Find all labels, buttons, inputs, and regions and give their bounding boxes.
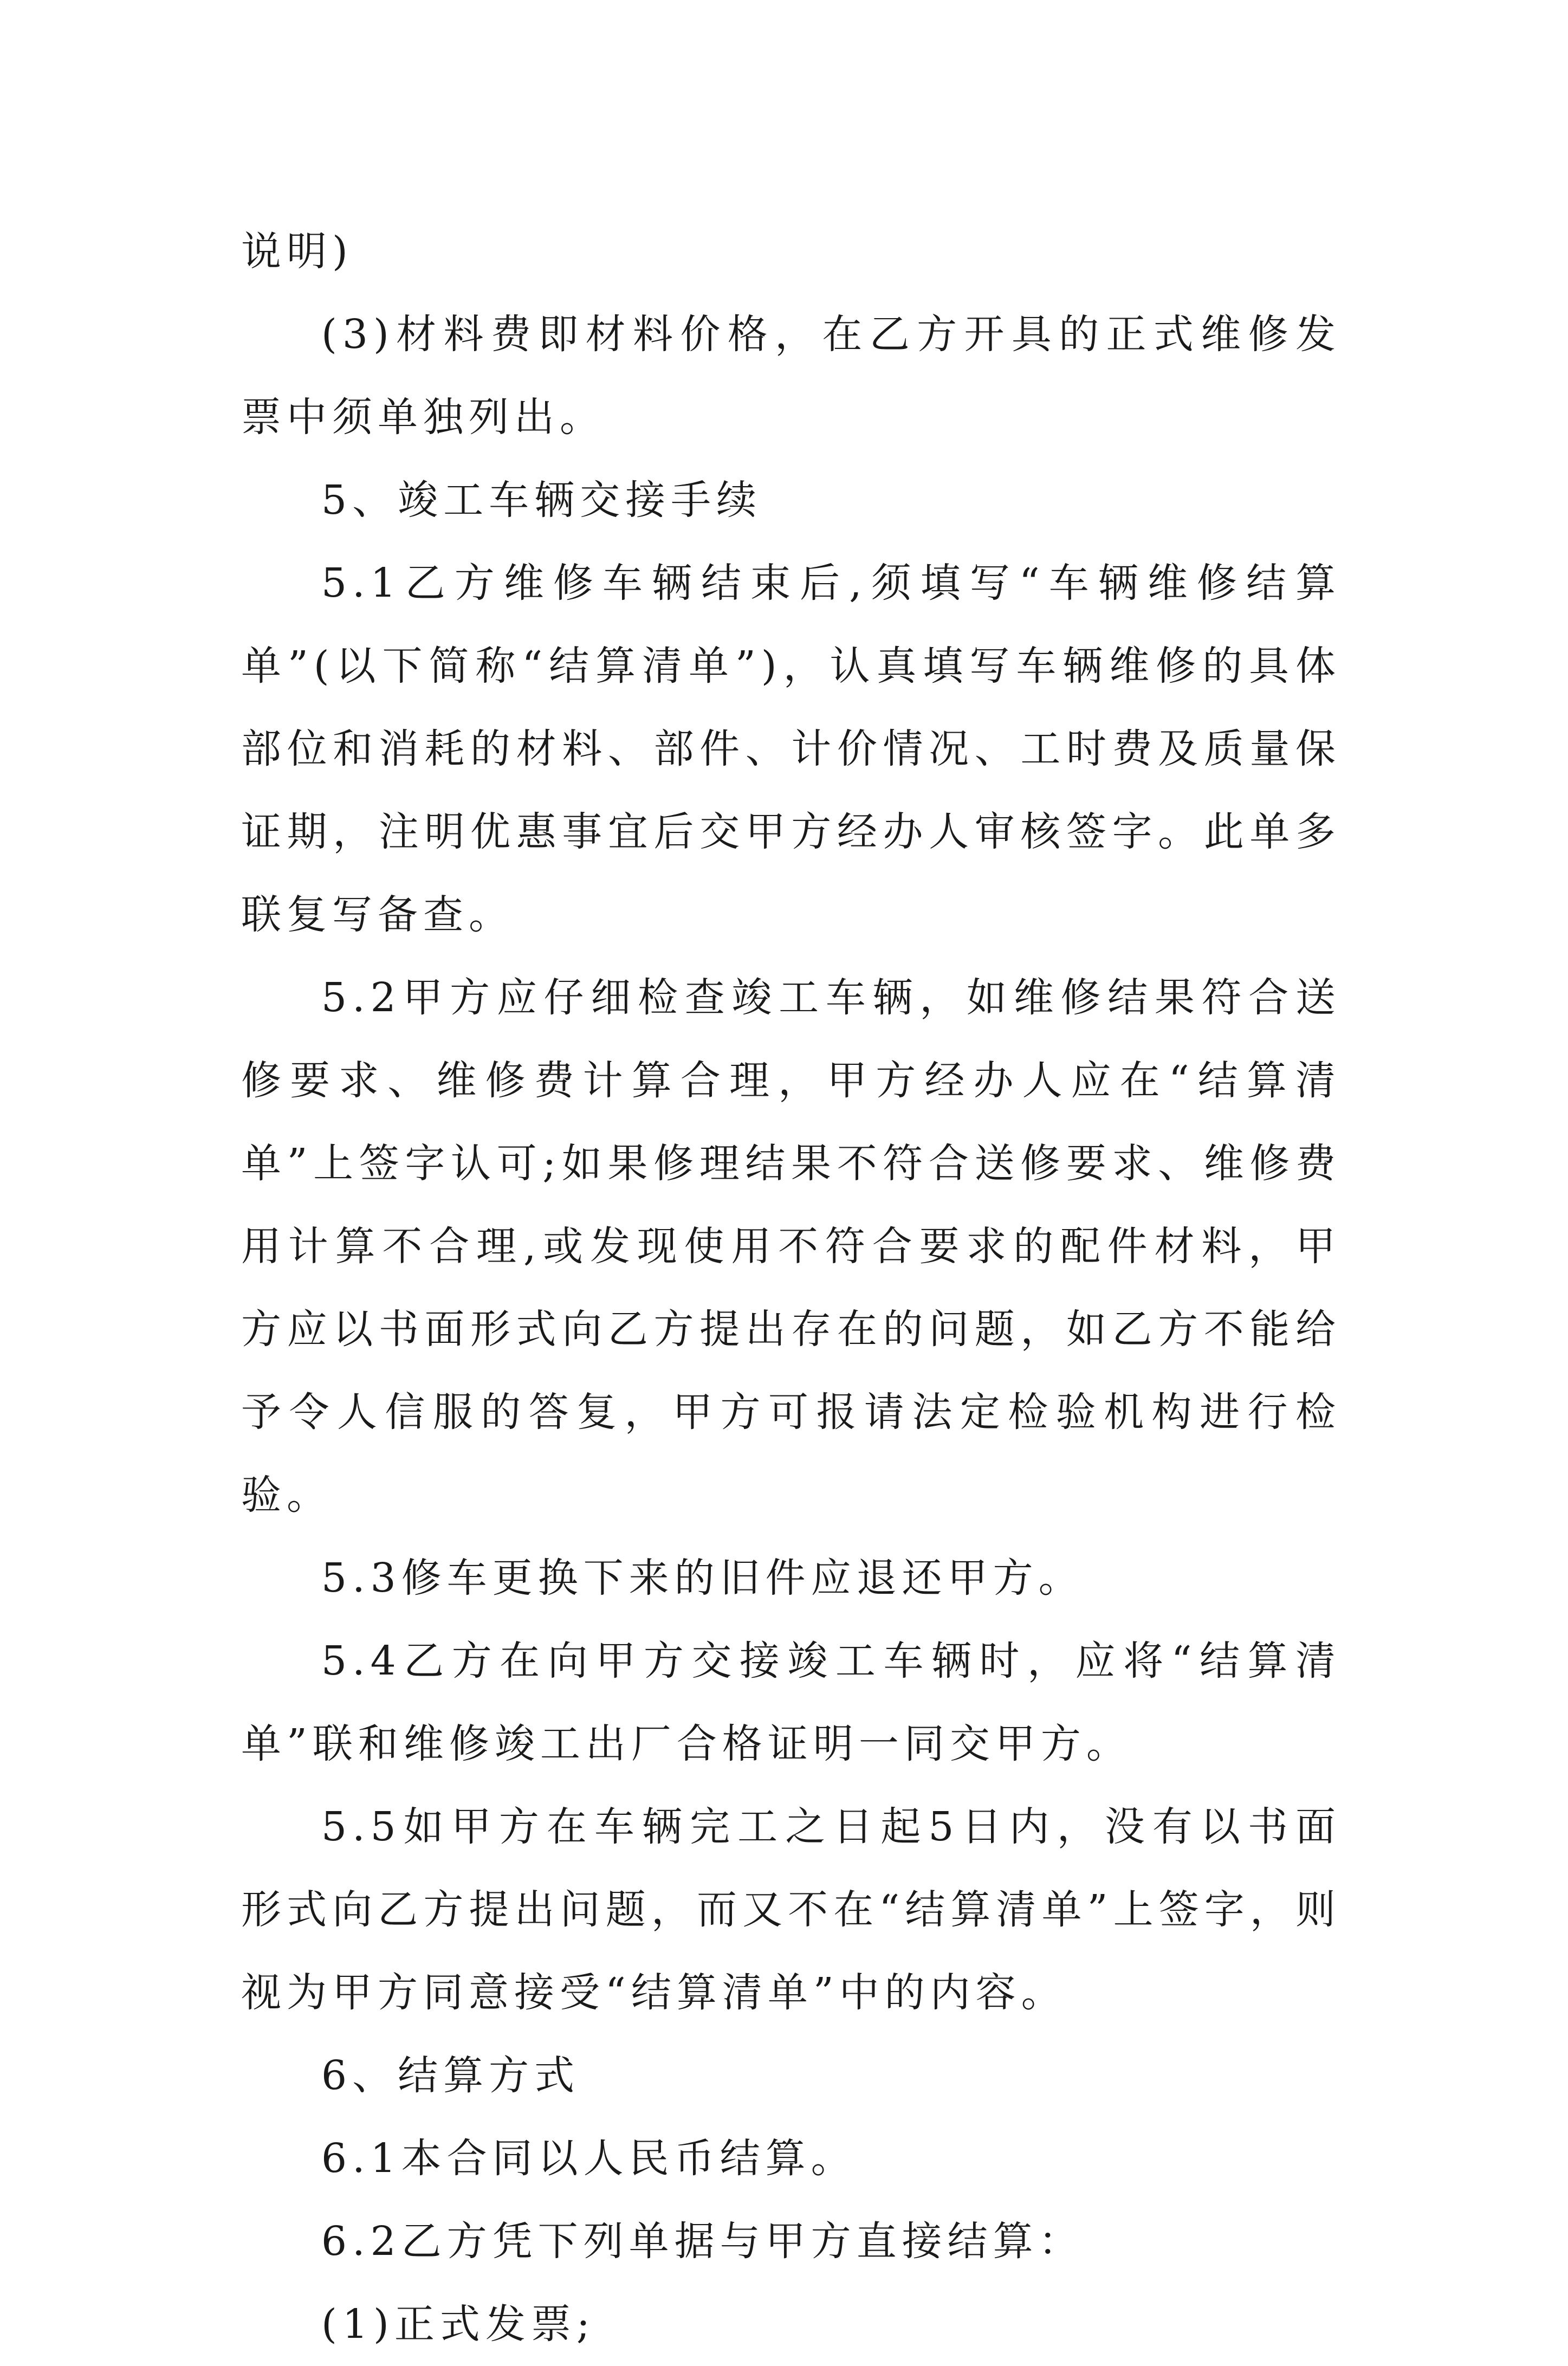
- paragraph-5-5: 5.5如甲方在车辆完工之日起5日内，没有以书面形式向乙方提出问题，而又不在“结算清单”上签字，则视为甲方同意接受“结算清单”中的内容。: [241, 1803, 1341, 2016]
- list-item-invoice: (1)正式发票;: [321, 2301, 595, 2348]
- paragraph-5-2: 5.2甲方应仔细检查竣工车辆，如维修结果符合送修要求、维修费计算合理，甲方经办人应在“结算清单”上签字认可;如果修理结果不符合送修要求、维修费用计算不合理,或发现使用不符合要求的配件材料，甲方应以书面形式向乙方提出存在的问题，如乙方不能给予令人信服的答复，甲方可报请法定检验机构进行检验。: [241, 974, 1341, 1518]
- paragraph-5-3: 5.3修车更换下来的旧件应退还甲方。: [321, 1555, 1084, 1601]
- paragraph-5-1: 5.1乙方维修车辆结束后,须填写“车辆维修结算单”(以下简称“结算清单”)，认真填写车辆维修的具体部位和消耗的材料、部件、计价情况、工时费及质量保证期，注明优惠事宜后交甲方经办人审核签字。此单多联复写备查。: [241, 560, 1341, 938]
- paragraph-5-4: 5.4乙方在向甲方交接竣工车辆时，应将“结算清单”联和维修竣工出厂合格证明一同交甲方。: [241, 1638, 1341, 1767]
- section-heading-settlement: 6、结算方式: [321, 2052, 580, 2099]
- paragraph-material-fee: (3)材料费即材料价格，在乙方开具的正式维修发票中须单独列出。: [241, 311, 1341, 441]
- paragraph-6-2: 6.2乙方凭下列单据与甲方直接结算：: [321, 2218, 1084, 2265]
- paragraph-continuation: 说明): [241, 228, 353, 275]
- document-body: [241, 210, 1341, 2366]
- paragraph-6-1: 6.1本合同以人民币结算。: [321, 2135, 857, 2182]
- section-heading-handover: 5、竣工车辆交接手续: [321, 477, 762, 523]
